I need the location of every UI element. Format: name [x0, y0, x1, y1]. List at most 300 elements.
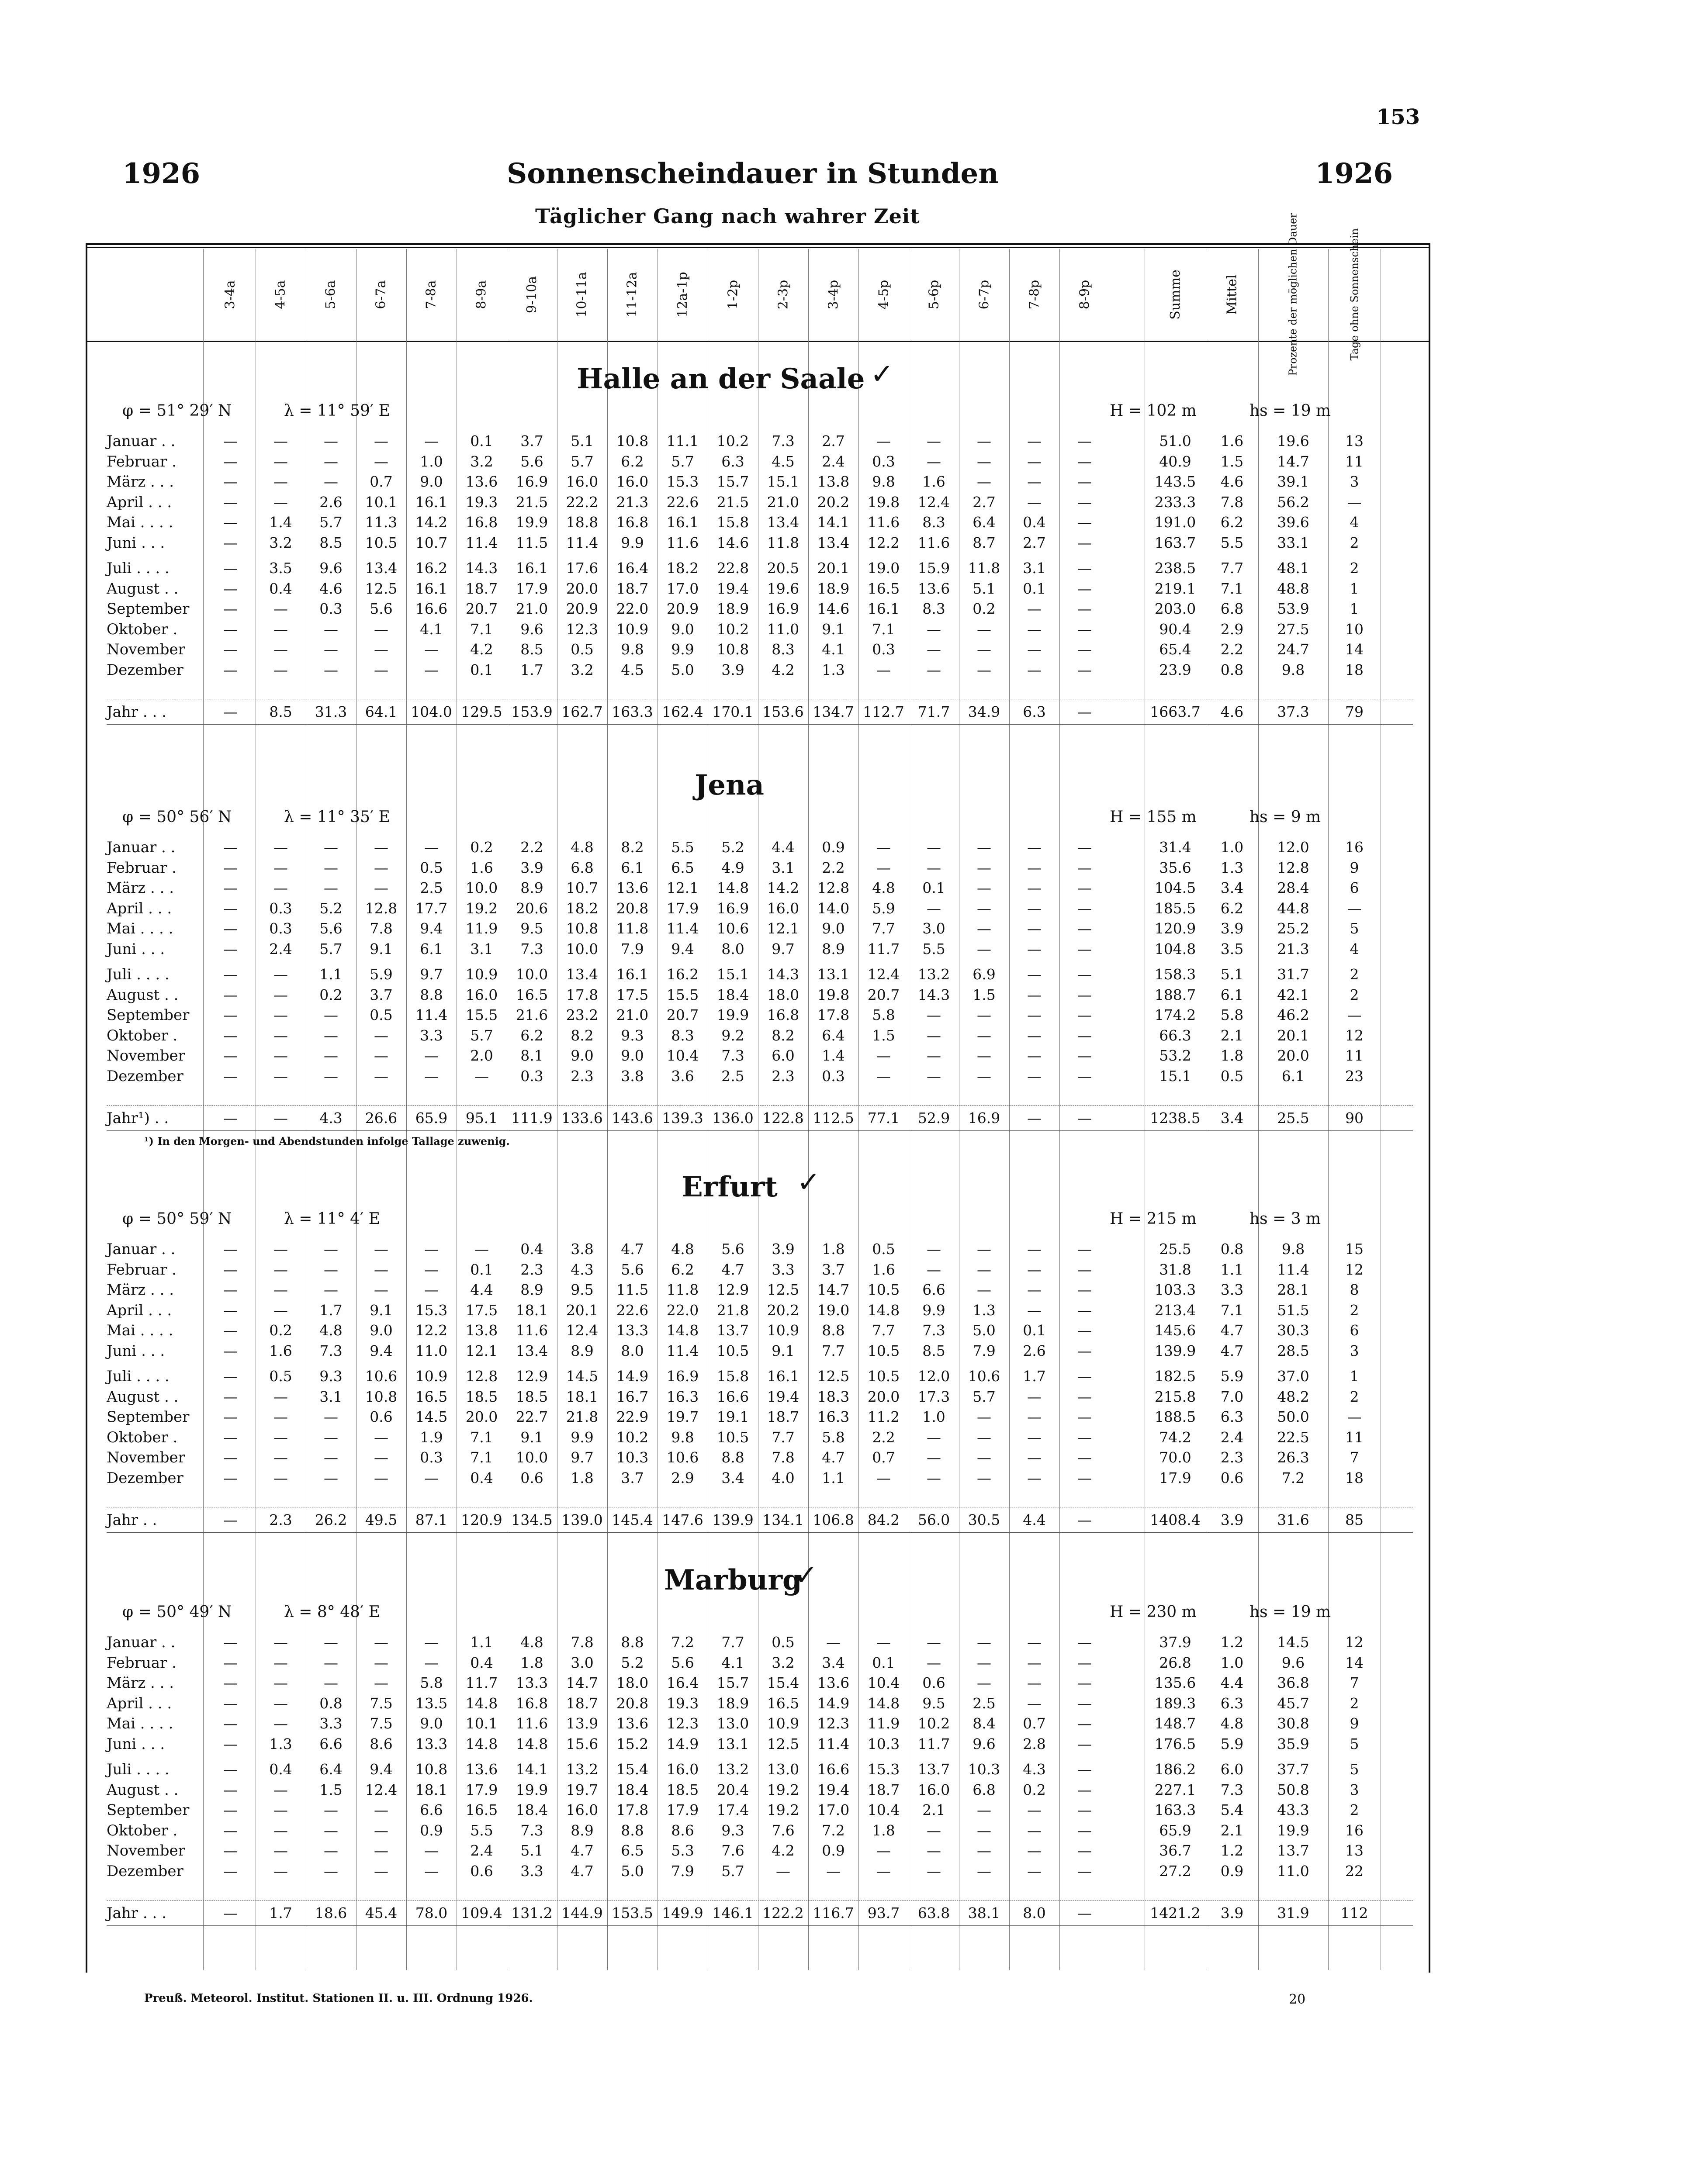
table-cell: 10.1 — [465, 1715, 498, 1732]
table-cell: — — [273, 473, 288, 490]
table-cell: — — [324, 1469, 338, 1486]
table-cell: — — [324, 839, 338, 856]
table-cell: 11.4 — [666, 920, 699, 937]
table-cell: — — [977, 1026, 991, 1044]
table-cell: 5.5 — [671, 839, 694, 856]
column-header-label: 3-4a — [222, 280, 238, 309]
station-height: H = 155 m — [1110, 808, 1197, 826]
table-cell: — — [273, 1862, 288, 1880]
table-cell: 10.8 — [716, 641, 749, 658]
table-cell: 1.8 — [872, 1821, 895, 1839]
table-cell: 14.7 — [566, 1674, 599, 1691]
table-cell: 21.8 — [716, 1301, 749, 1319]
table-cell: 11.8 — [616, 920, 649, 937]
table-cell: — — [223, 920, 238, 937]
table-cell: 21.5 — [716, 493, 749, 511]
table-cell: 15.7 — [716, 473, 749, 490]
row-label: September — [107, 600, 190, 618]
table-cell: 50.0 — [1277, 1408, 1309, 1425]
year-cell: 136.0 — [712, 1109, 754, 1127]
year-cell: 162.7 — [561, 703, 603, 720]
table-cell: 43.3 — [1277, 1801, 1309, 1818]
table-cell: 2 — [1350, 1801, 1359, 1818]
table-cell: 6.3 — [1220, 1408, 1244, 1425]
table-cell: 3 — [1350, 473, 1359, 490]
table-cell: — — [223, 1342, 238, 1359]
table-cell: 13.5 — [415, 1694, 448, 1712]
column-header — [1206, 249, 1258, 340]
table-cell: 19.9 — [516, 1781, 548, 1798]
table-cell: 2.2 — [822, 859, 845, 876]
table-cell: 1.4 — [822, 1047, 845, 1064]
table-cell: — — [927, 1634, 941, 1651]
table-cell: 2 — [1350, 1694, 1359, 1712]
table-cell: — — [1027, 839, 1042, 856]
table-cell: 11.6 — [867, 514, 900, 531]
table-cell: — — [1077, 641, 1092, 658]
table-cell: — — [324, 1801, 338, 1818]
table-cell: — — [223, 473, 238, 490]
table-cell: 14.3 — [767, 966, 800, 983]
table-cell: — — [1077, 966, 1092, 983]
table-cell: 2.4 — [1220, 1428, 1244, 1446]
station-lat: φ = 51° 29′ N — [122, 402, 232, 420]
table-cell: — — [1077, 920, 1092, 937]
table-cell: 11 — [1345, 1428, 1364, 1446]
table-cell: 6.8 — [973, 1781, 996, 1798]
table-cell: — — [273, 1821, 288, 1839]
table-cell: 16.9 — [716, 899, 749, 917]
row-label: Mai . . . . — [107, 1322, 173, 1339]
table-cell: 18.7 — [867, 1781, 900, 1798]
table-cell: 5.4 — [1220, 1801, 1244, 1818]
table-header-rule — [86, 341, 1429, 342]
column-header-label: 12a-1p — [675, 271, 690, 318]
page-subtitle: Täglicher Gang nach wahrer Zeit — [535, 204, 920, 228]
column-header-label: 7-8a — [423, 280, 439, 309]
table-cell: — — [223, 1241, 238, 1258]
year-cell: 139.0 — [561, 1511, 603, 1528]
table-cell: 65.4 — [1159, 641, 1191, 658]
table-cell: 1.3 — [269, 1735, 292, 1752]
table-cell: 28.5 — [1277, 1342, 1309, 1359]
check-mark: ✓ — [870, 358, 894, 390]
table-cell: 188.5 — [1154, 1408, 1196, 1425]
table-cell: 22.8 — [716, 560, 749, 577]
table-cell: 4.4 — [470, 1281, 493, 1298]
table-cell: — — [223, 1821, 238, 1839]
table-cell: 0.1 — [1023, 580, 1046, 597]
table-cell: 8 — [1350, 1281, 1359, 1298]
column-header-label: 1-2p — [725, 280, 741, 309]
table-cell: 13.7 — [917, 1761, 950, 1778]
table-cell: — — [324, 641, 338, 658]
table-cell: 6.2 — [1220, 899, 1244, 917]
table-cell: — — [1027, 1654, 1042, 1671]
table-cell: 10.8 — [415, 1761, 448, 1778]
table-cell: 12.1 — [767, 920, 800, 937]
table-cell: — — [374, 1654, 388, 1671]
table-cell: 14.2 — [767, 879, 800, 896]
table-cell: 30.3 — [1277, 1322, 1309, 1339]
table-cell: 12.9 — [716, 1281, 749, 1298]
table-cell: 0.5 — [571, 641, 594, 658]
row-label: Dezember — [107, 1469, 183, 1487]
year-cell: 129.5 — [461, 703, 502, 720]
table-cell: 30.8 — [1277, 1715, 1309, 1732]
table-cell: 7.3 — [520, 940, 543, 957]
table-cell: 15 — [1345, 1241, 1364, 1258]
table-cell: 90.4 — [1159, 620, 1191, 638]
table-cell: 3.1 — [319, 1388, 343, 1405]
table-cell: 3.2 — [470, 453, 493, 470]
table-cell: 1 — [1350, 1368, 1359, 1385]
table-cell: 0.7 — [1023, 1715, 1046, 1732]
table-cell: 15.1 — [767, 473, 800, 490]
table-cell: — — [977, 940, 991, 957]
table-cell: — — [374, 1862, 388, 1880]
table-cell: 6.1 — [621, 859, 644, 876]
table-cell: — — [927, 1067, 941, 1085]
table-cell: 16.2 — [415, 560, 448, 577]
table-cell: 17.5 — [616, 986, 649, 1003]
table-cell: — — [927, 432, 941, 449]
table-cell: 1 — [1350, 600, 1359, 617]
row-label: Juli . . . . — [107, 1761, 170, 1778]
table-cell: 7.1 — [1220, 580, 1244, 597]
table-cell: 12.5 — [767, 1281, 800, 1298]
table-cell: 10.6 — [716, 920, 749, 937]
table-cell: — — [1077, 1388, 1092, 1405]
table-cell: — — [374, 620, 388, 638]
table-cell: — — [1077, 1006, 1092, 1023]
table-cell: 31.7 — [1277, 966, 1309, 983]
table-cell: 13.4 — [365, 560, 398, 577]
table-cell: 18.9 — [716, 600, 749, 617]
year-cell: 1408.4 — [1150, 1511, 1201, 1528]
year-cell: 79 — [1345, 703, 1364, 720]
table-cell: 16.5 — [867, 580, 900, 597]
table-cell: — — [1027, 1634, 1042, 1651]
table-cell: — — [374, 453, 388, 470]
table-cell: 0.1 — [470, 1261, 493, 1278]
table-cell: 13.4 — [817, 534, 850, 551]
table-cell: — — [1077, 1449, 1092, 1466]
table-cell: 2.2 — [872, 1428, 895, 1446]
table-cell: 3.2 — [269, 534, 292, 551]
table-cell: 28.4 — [1277, 879, 1309, 896]
table-cell: 12.1 — [465, 1342, 498, 1359]
table-cell: — — [273, 432, 288, 449]
year-row-label: Jahr . . . — [107, 1904, 166, 1922]
table-cell: 18.2 — [666, 560, 699, 577]
row-label: August . . — [107, 1388, 179, 1406]
table-cell: 20.1 — [566, 1301, 599, 1319]
table-cell: — — [826, 1862, 841, 1880]
table-cell: — — [324, 432, 338, 449]
table-cell: 20.7 — [867, 986, 900, 1003]
year-cell: 170.1 — [712, 703, 754, 720]
table-cell: — — [927, 1047, 941, 1064]
table-cell: 6.4 — [319, 1761, 343, 1778]
table-cell: — — [273, 986, 288, 1003]
station-lat: φ = 50° 56′ N — [122, 808, 232, 826]
table-cell: — — [273, 859, 288, 876]
table-cell: 18.5 — [516, 1388, 548, 1405]
table-cell: — — [273, 1408, 288, 1425]
table-cell: — — [977, 432, 991, 449]
year-cell: 112.5 — [813, 1109, 854, 1127]
table-cell: 0.5 — [772, 1634, 795, 1651]
year-cell: 112 — [1340, 1904, 1368, 1921]
table-cell: — — [1027, 1408, 1042, 1425]
table-cell: 19.4 — [716, 580, 749, 597]
table-cell: 10.1 — [365, 493, 398, 511]
table-cell: — — [876, 839, 891, 856]
table-cell: 12 — [1345, 1261, 1364, 1278]
table-cell: 19.1 — [716, 1408, 749, 1425]
table-cell: 5.2 — [721, 839, 744, 856]
table-cell: 7.5 — [370, 1715, 393, 1732]
year-cell: 104.0 — [411, 703, 452, 720]
table-cell: 7.2 — [1281, 1469, 1305, 1486]
table-cell: 4.7 — [822, 1449, 845, 1466]
table-cell: — — [1077, 661, 1092, 678]
check-mark: ✓ — [794, 1559, 818, 1592]
table-cell: — — [1027, 1026, 1042, 1044]
table-cell: 13.0 — [716, 1715, 749, 1732]
table-cell: 19.3 — [666, 1694, 699, 1712]
column-header — [306, 249, 356, 340]
table-cell: — — [424, 661, 439, 678]
table-cell: — — [223, 1842, 238, 1859]
table-cell: — — [223, 966, 238, 983]
table-cell: 14.7 — [817, 1281, 850, 1298]
table-cell: 8.8 — [721, 1449, 744, 1466]
table-cell: 12 — [1345, 1634, 1364, 1651]
table-cell: — — [977, 1469, 991, 1486]
table-cell: — — [927, 839, 941, 856]
table-cell: 14 — [1345, 1654, 1364, 1671]
row-label: Juni . . . — [107, 1735, 165, 1753]
column-header — [1059, 249, 1110, 340]
table-cell: — — [1027, 1842, 1042, 1859]
table-cell: 8.3 — [922, 600, 945, 617]
table-cell: 11.9 — [867, 1715, 900, 1732]
table-cell: 2.4 — [822, 453, 845, 470]
table-cell: — — [1027, 1862, 1042, 1880]
year-cell: 31.9 — [1277, 1904, 1309, 1921]
table-cell: 0.5 — [1220, 1067, 1244, 1085]
year-cell: 106.8 — [813, 1511, 854, 1528]
table-cell: 11.8 — [767, 534, 800, 551]
table-cell: 21.5 — [516, 493, 548, 511]
table-cell: — — [223, 1862, 238, 1880]
table-cell: 7.3 — [721, 1047, 744, 1064]
table-cell: — — [1027, 1821, 1042, 1839]
column-header-label: 9-10a — [524, 276, 540, 313]
table-cell: — — [977, 1428, 991, 1446]
table-cell: — — [223, 1469, 238, 1486]
table-cell: 0.1 — [470, 432, 493, 449]
table-cell: — — [977, 1281, 991, 1298]
table-cell: 3.3 — [772, 1261, 795, 1278]
column-header — [758, 249, 808, 340]
table-cell: 0.1 — [470, 661, 493, 678]
table-cell: — — [1077, 432, 1092, 449]
table-cell: 4.3 — [1023, 1761, 1046, 1778]
table-cell: 14.8 — [465, 1735, 498, 1752]
table-cell: 2.2 — [1220, 641, 1244, 658]
table-cell: 13.0 — [767, 1761, 800, 1778]
table-cell: — — [223, 1735, 238, 1752]
table-cell: — — [223, 1801, 238, 1818]
table-cell: 10.8 — [365, 1388, 398, 1405]
table-cell: 16.5 — [767, 1694, 800, 1712]
table-cell: — — [1027, 1006, 1042, 1023]
table-cell: 1.6 — [269, 1342, 292, 1359]
table-cell: 16.9 — [666, 1368, 699, 1385]
table-cell: 9.8 — [621, 641, 644, 658]
table-cell: 103.3 — [1154, 1281, 1196, 1298]
table-cell: — — [927, 1654, 941, 1671]
table-cell: — — [374, 1801, 388, 1818]
row-label: Oktober . — [107, 1026, 178, 1044]
table-cell: 10.2 — [716, 620, 749, 638]
table-cell: 1.8 — [822, 1241, 845, 1258]
table-cell: 3.2 — [772, 1654, 795, 1671]
table-cell: — — [1077, 859, 1092, 876]
table-cell: 12.2 — [415, 1322, 448, 1339]
table-cell: 3.9 — [520, 859, 543, 876]
table-cell: — — [1077, 839, 1092, 856]
table-cell: — — [223, 1428, 238, 1446]
table-cell: 14.7 — [1277, 453, 1309, 470]
table-cell: — — [424, 1862, 439, 1880]
table-cell: 1.1 — [470, 1634, 493, 1651]
table-cell: — — [324, 473, 338, 490]
table-cell: 6.2 — [520, 1026, 543, 1044]
table-cell: 6.1 — [420, 940, 443, 957]
table-cell: 5.6 — [319, 920, 343, 937]
table-cell: — — [1027, 859, 1042, 876]
table-cell: — — [1077, 1674, 1092, 1691]
table-cell: 11.5 — [616, 1281, 649, 1298]
table-cell: 11.6 — [516, 1715, 548, 1732]
table-cell: — — [223, 432, 238, 449]
table-cell: 5 — [1350, 920, 1359, 937]
table-cell: — — [223, 560, 238, 577]
table-cell: — — [1027, 1469, 1042, 1486]
table-cell: — — [927, 1469, 941, 1486]
table-cell: 185.5 — [1154, 899, 1196, 917]
table-cell: 4.9 — [721, 859, 744, 876]
table-cell: 17.9 — [516, 580, 548, 597]
table-cell: 11.0 — [1277, 1862, 1309, 1880]
table-cell: 1.3 — [822, 661, 845, 678]
table-cell: 0.3 — [269, 899, 292, 917]
table-cell: 18.3 — [817, 1388, 850, 1405]
table-cell: — — [927, 620, 941, 638]
year-cell: 153.9 — [511, 703, 553, 720]
table-cell: 13.3 — [616, 1322, 649, 1339]
table-cell: 50.8 — [1277, 1781, 1309, 1798]
table-cell: — — [1027, 493, 1042, 511]
table-cell: — — [273, 493, 288, 511]
row-label: April . . . — [107, 1301, 172, 1319]
table-cell: 51.5 — [1277, 1301, 1309, 1319]
table-cell: — — [876, 661, 891, 678]
table-cell: — — [1077, 1241, 1092, 1258]
table-cell: 2.1 — [922, 1801, 945, 1818]
table-cell: 18 — [1345, 661, 1364, 678]
table-cell: 16.5 — [465, 1801, 498, 1818]
table-cell: 37.0 — [1277, 1368, 1309, 1385]
station-hs: hs = 9 m — [1249, 808, 1321, 826]
row-label: April . . . — [107, 493, 172, 511]
table-cell: 12.0 — [917, 1368, 950, 1385]
table-cell: 22.9 — [616, 1408, 649, 1425]
table-cell: 20.8 — [616, 899, 649, 917]
table-cell: 13.3 — [415, 1735, 448, 1752]
table-cell: 66.3 — [1159, 1026, 1191, 1044]
year-cell: 116.7 — [813, 1904, 854, 1921]
table-cell: 22.6 — [666, 493, 699, 511]
table-cell: — — [1027, 1047, 1042, 1064]
table-cell: 20.9 — [666, 600, 699, 617]
table-cell: 2.7 — [973, 493, 996, 511]
table-cell: 6.2 — [621, 453, 644, 470]
table-cell: 13.8 — [817, 473, 850, 490]
table-cell: 3.8 — [621, 1067, 644, 1085]
table-cell: 36.8 — [1277, 1674, 1309, 1691]
table-cell: 1.5 — [319, 1781, 343, 1798]
footnote: ¹) In den Morgen- und Abendstunden infolge Tallage zuwenig. — [144, 1135, 510, 1147]
table-cell: 12.4 — [365, 1781, 398, 1798]
table-cell: 11.9 — [465, 920, 498, 937]
table-cell: 7.8 — [1220, 493, 1244, 511]
table-cell: 2 — [1350, 534, 1359, 551]
table-cell: 10.3 — [867, 1735, 900, 1752]
table-cell: — — [927, 1261, 941, 1278]
table-cell: 9.4 — [671, 940, 694, 957]
table-cell: 0.2 — [319, 986, 343, 1003]
table-cell: 19.2 — [767, 1781, 800, 1798]
table-cell: 17.9 — [666, 899, 699, 917]
year-cell: 25.5 — [1277, 1109, 1309, 1127]
table-cell: 42.1 — [1277, 986, 1309, 1003]
table-cell: — — [424, 1634, 439, 1651]
table-cell: — — [977, 1408, 991, 1425]
table-cell: 22.7 — [516, 1408, 548, 1425]
table-cell: — — [1027, 1801, 1042, 1818]
table-cell: 8.3 — [922, 514, 945, 531]
table-cell: 27.2 — [1159, 1862, 1191, 1880]
table-cell: 10.3 — [616, 1449, 649, 1466]
table-cell: — — [324, 1634, 338, 1651]
table-cell: 4.8 — [1220, 1715, 1244, 1732]
table-cell: — — [223, 1261, 238, 1278]
table-cell: 2.5 — [420, 879, 443, 896]
row-label: März . . . — [107, 473, 174, 491]
table-cell: 16.8 — [465, 514, 498, 531]
table-cell: 23.2 — [566, 1006, 599, 1023]
table-cell: — — [273, 1301, 288, 1319]
table-cell: 14.6 — [817, 600, 850, 617]
table-cell: — — [223, 879, 238, 896]
table-cell: 5.7 — [571, 453, 594, 470]
table-cell: 14.3 — [465, 560, 498, 577]
